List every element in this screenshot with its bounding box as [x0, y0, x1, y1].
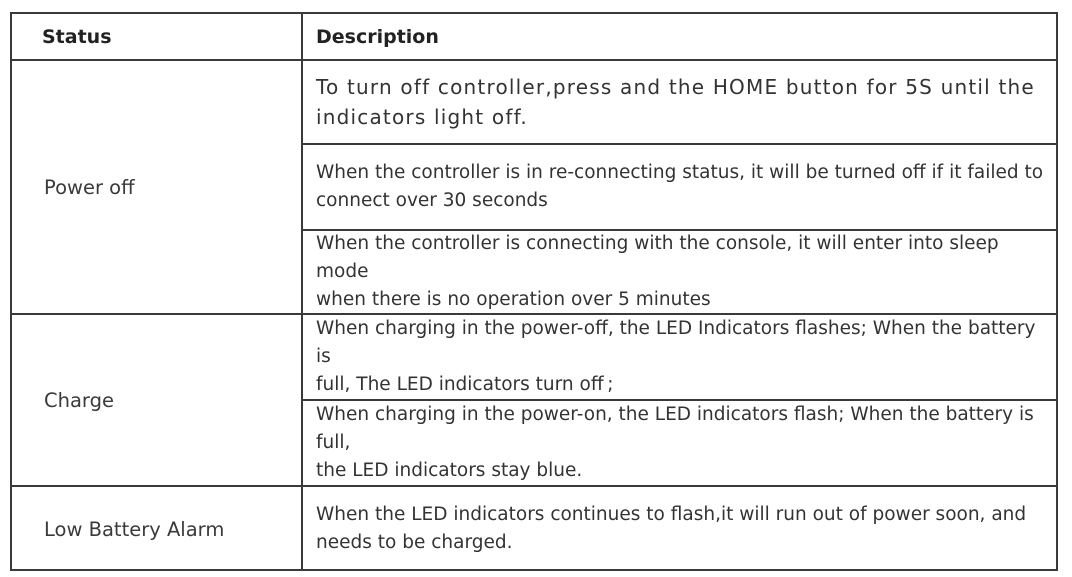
description-cell: To turn off controller,press and the HOME button for 5S until the indicators light off. — [316, 75, 1035, 129]
status-low-battery-alarm: Low Battery Alarm — [44, 517, 225, 541]
description-cell: When the controller is connecting with the console, it will enter into sleep mode when there is no operation over 5 minutes — [316, 233, 999, 310]
description-cell: When charging in the power-off, the LED Indicators flashes; When the battery is full, The LED indicators turn off ; — [316, 318, 1036, 395]
status-charge: Charge — [44, 388, 114, 412]
description-cell: When the LED indicators continues to flash,it will run out of power soon, and needs to be charged. — [316, 504, 1027, 553]
status-description-table — [10, 12, 1058, 571]
header-description: Description — [316, 25, 439, 48]
header-status: Status — [42, 25, 112, 48]
description-cell: When the controller is in re-connecting status, it will be turned off if it failed to connect over 30 seconds — [316, 162, 1044, 211]
description-cell: When charging in the power-on, the LED indicators flash; When the battery is full, the LED indicators stay blue. — [316, 404, 1034, 481]
status-power-off: Power off — [44, 175, 135, 199]
